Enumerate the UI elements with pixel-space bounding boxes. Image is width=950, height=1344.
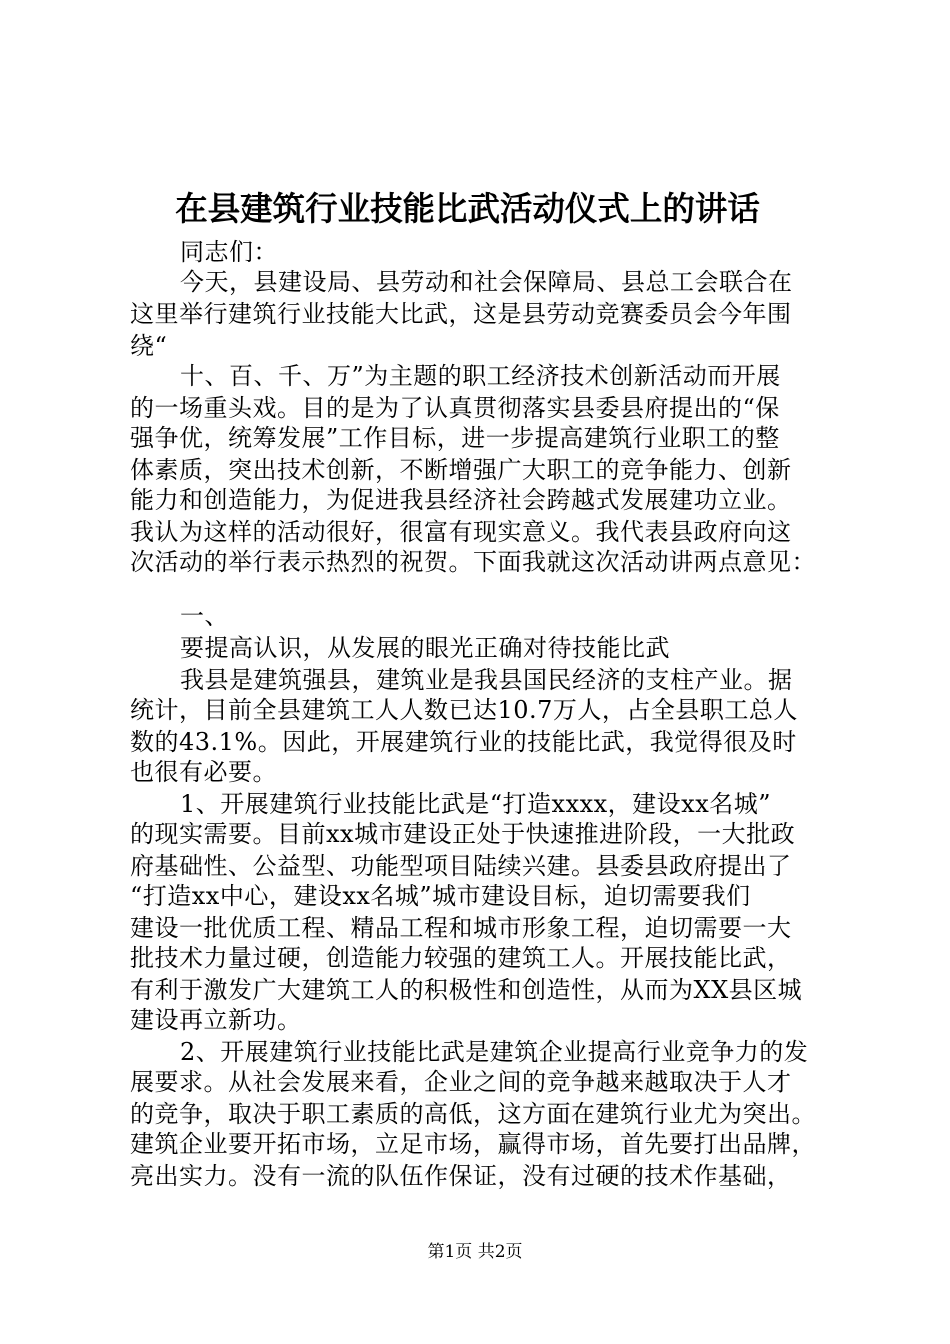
paragraph-line: 2、开展建筑行业技能比武是建筑企业提高行业竞争力的发: [180, 1038, 809, 1066]
paragraph-line: 我县是建筑强县，建筑业是我县国民经济的支柱产业。据: [180, 666, 793, 694]
paragraph-line: 的现实需要。目前xx城市建设正处于快速推进阶段，一大批政: [130, 820, 796, 848]
paragraph-line: 这里举行建筑行业技能大比武，这是县劳动竞赛委员会今年围: [130, 300, 792, 328]
paragraph-line: 强争优，统筹发展”工作目标，进一步提高建筑行业职工的整: [130, 424, 780, 452]
paragraph-line: 的一场重头戏。目的是为了认真贯彻落实县委县府提出的“保: [130, 394, 780, 422]
page-number-footer: 第1页 共2页: [427, 1242, 523, 1262]
paragraph-line: 建设再立新功。: [130, 1006, 302, 1034]
paragraph-line: 1、开展建筑行业技能比武是“打造xxxx，建设xx名城”: [180, 790, 772, 818]
paragraph-line: 的竞争，取决于职工素质的高低，这方面在建筑行业尤为突出。: [130, 1100, 816, 1128]
document-title: 在县建筑行业技能比武活动仪式上的讲话: [175, 189, 760, 228]
section-number: 一、: [180, 602, 229, 630]
paragraph-line: 建筑企业要开拓市场，立足市场，赢得市场，首先要打出品牌，: [130, 1130, 816, 1158]
paragraph-line: 府基础性、公益型、功能型项目陆续兴建。县委县政府提出了: [130, 852, 792, 880]
paragraph-line: 也很有必要。: [130, 758, 277, 786]
paragraph-line: 有利于激发广大建筑工人的积极性和创造性，从而为XX县区城: [130, 976, 803, 1004]
paragraph-line: 统计，目前全县建筑工人人数已达10.7万人，占全县职工总人: [130, 696, 798, 724]
paragraph-line: 展要求。从社会发展来看，企业之间的竞争越来越取决于人才: [130, 1068, 792, 1096]
paragraph-line: 同志们：: [180, 238, 278, 266]
section-heading: 要提高认识，从发展的眼光正确对待技能比武: [180, 634, 670, 662]
paragraph-line: 次活动的举行表示热烈的祝贺。下面我就这次活动讲两点意见：: [130, 548, 816, 576]
paragraph-line: 十、百、千、万”为主题的职工经济技术创新活动而开展: [180, 362, 781, 390]
paragraph-line: 数的43.1%。因此，开展建筑行业的技能比武，我觉得很及时: [130, 728, 797, 756]
paragraph-line: 我认为这样的活动很好，很富有现实意义。我代表县政府向这: [130, 518, 792, 546]
paragraph-line: 建设一批优质工程、精品工程和城市形象工程，迫切需要一大: [130, 914, 792, 942]
paragraph-line: 绕“: [130, 332, 168, 360]
paragraph-line: 能力和创造能力，为促进我县经济社会跨越式发展建功立业。: [130, 486, 792, 514]
paragraph-line: 亮出实力。没有一流的队伍作保证，没有过硬的技术作基础，: [130, 1162, 792, 1190]
paragraph-line: “打造xx中心，建设xx名城”城市建设目标，迫切需要我们: [130, 882, 751, 910]
paragraph-line: 体素质，突出技术创新，不断增强广大职工的竞争能力、创新: [130, 456, 792, 484]
paragraph-line: 批技术力量过硬，创造能力较强的建筑工人。开展技能比武，: [130, 944, 792, 972]
paragraph-line: 今天，县建设局、县劳动和社会保障局、县总工会联合在: [180, 268, 793, 296]
